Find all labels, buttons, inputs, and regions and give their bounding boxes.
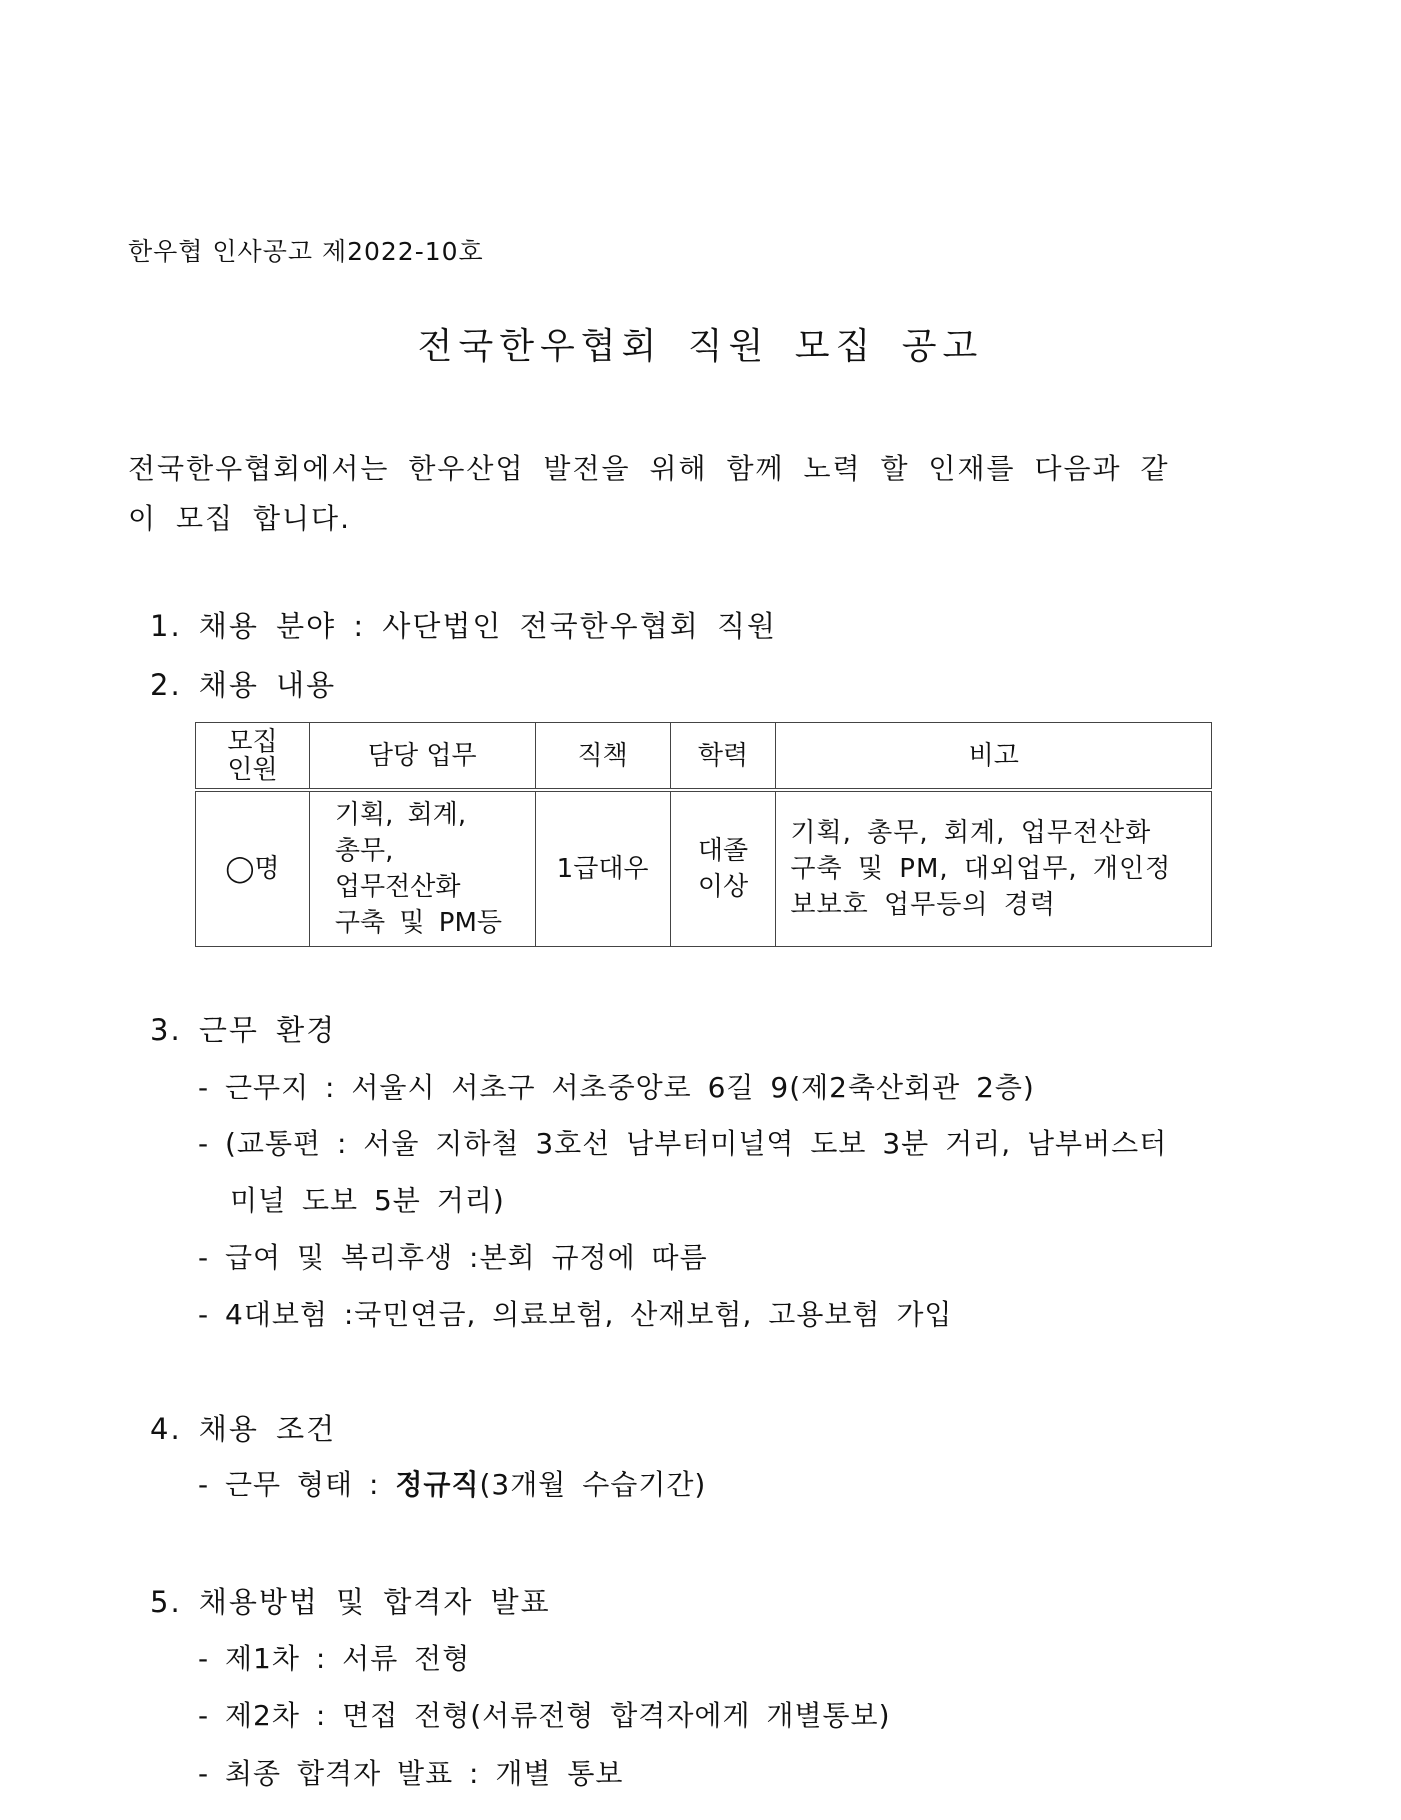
header-duty: 담당 업무 (309, 723, 535, 791)
recruitment-table (195, 722, 1212, 947)
header-count-line-1: 모집 (227, 726, 278, 757)
cell-education (670, 790, 776, 947)
transport-item-continued: 미널 도보 5분 거리) (230, 1184, 505, 1217)
duty-line-4: 구축 및 PM등 (334, 908, 502, 938)
note-line-2: 구축 및 PM, 대외업무, 개인정 (790, 854, 1172, 884)
employment-type-prefix: - 근무 형태 : (198, 1468, 396, 1501)
header-note: 비고 (776, 723, 1212, 791)
salary-item: - 급여 및 복리후생 :본회 규정에 따름 (198, 1241, 708, 1274)
final-announcement-item: - 최종 합격자 발표 : 개별 통보 (198, 1757, 624, 1790)
stage-1-item: - 제1차 : 서류 전형 (198, 1642, 471, 1675)
intro-paragraph (128, 444, 1213, 544)
cell-duty (309, 790, 535, 947)
header-education: 학력 (670, 723, 776, 791)
employment-type-value: 정규직 (395, 1468, 480, 1501)
header-position: 직책 (535, 723, 670, 791)
note-line-3: 보보호 업무등의 경력 (790, 890, 1056, 920)
intro-line-1: 전국한우협회에서는 한우산업 발전을 위해 함께 노력 할 인재를 다음과 같 (128, 452, 1170, 485)
header-count-line-2: 인원 (227, 754, 278, 785)
insurance-item: - 4대보험 :국민연금, 의료보험, 산재보험, 고용보험 가입 (198, 1298, 953, 1331)
header-recruit-count (196, 723, 310, 791)
cell-recruit-count: ◯명 (196, 790, 310, 947)
section-1-heading: 1. 채용 분야 : 사단법인 전국한우협회 직원 (150, 609, 777, 643)
note-line-1: 기획, 총무, 회계, 업무전산화 (790, 818, 1152, 848)
cell-position: 1급대우 (535, 790, 670, 947)
employment-type-suffix: (3개월 수습기간) (479, 1468, 707, 1501)
section-3-heading: 3. 근무 환경 (150, 1013, 337, 1047)
transport-item: - (교통편 : 서울 지하철 3호선 남부터미널역 도보 3분 거리, 남부버스터 (198, 1127, 1168, 1160)
employment-type-item (198, 1463, 706, 1503)
education-line-2: 이상 (697, 872, 749, 902)
cell-note (776, 790, 1212, 947)
section-5-heading: 5. 채용방법 및 합격자 발표 (150, 1585, 551, 1619)
stage-2-item: - 제2차 : 면접 전형(서류전형 합격자에게 개별통보) (198, 1699, 891, 1732)
intro-line-2: 이 모집 합니다. (128, 502, 351, 535)
table-header-row (196, 723, 1212, 791)
education-line-1: 대졸 (697, 836, 749, 866)
duty-line-2: 총무, (334, 836, 394, 866)
duty-line-3: 업무전산화 (334, 872, 461, 902)
page-title: 전국한우협회 직원 모집 공고 (417, 326, 984, 367)
section-2-heading: 2. 채용 내용 (150, 668, 337, 702)
section-4-heading: 4. 채용 조건 (150, 1412, 337, 1446)
notice-number: 한우협 인사공고 제2022-10호 (128, 237, 484, 266)
table-row (196, 790, 1212, 947)
work-location-item: - 근무지 : 서울시 서초구 서초중앙로 6길 9(제2축산회관 2층) (198, 1071, 1035, 1104)
duty-line-1: 기획, 회계, (334, 800, 467, 830)
